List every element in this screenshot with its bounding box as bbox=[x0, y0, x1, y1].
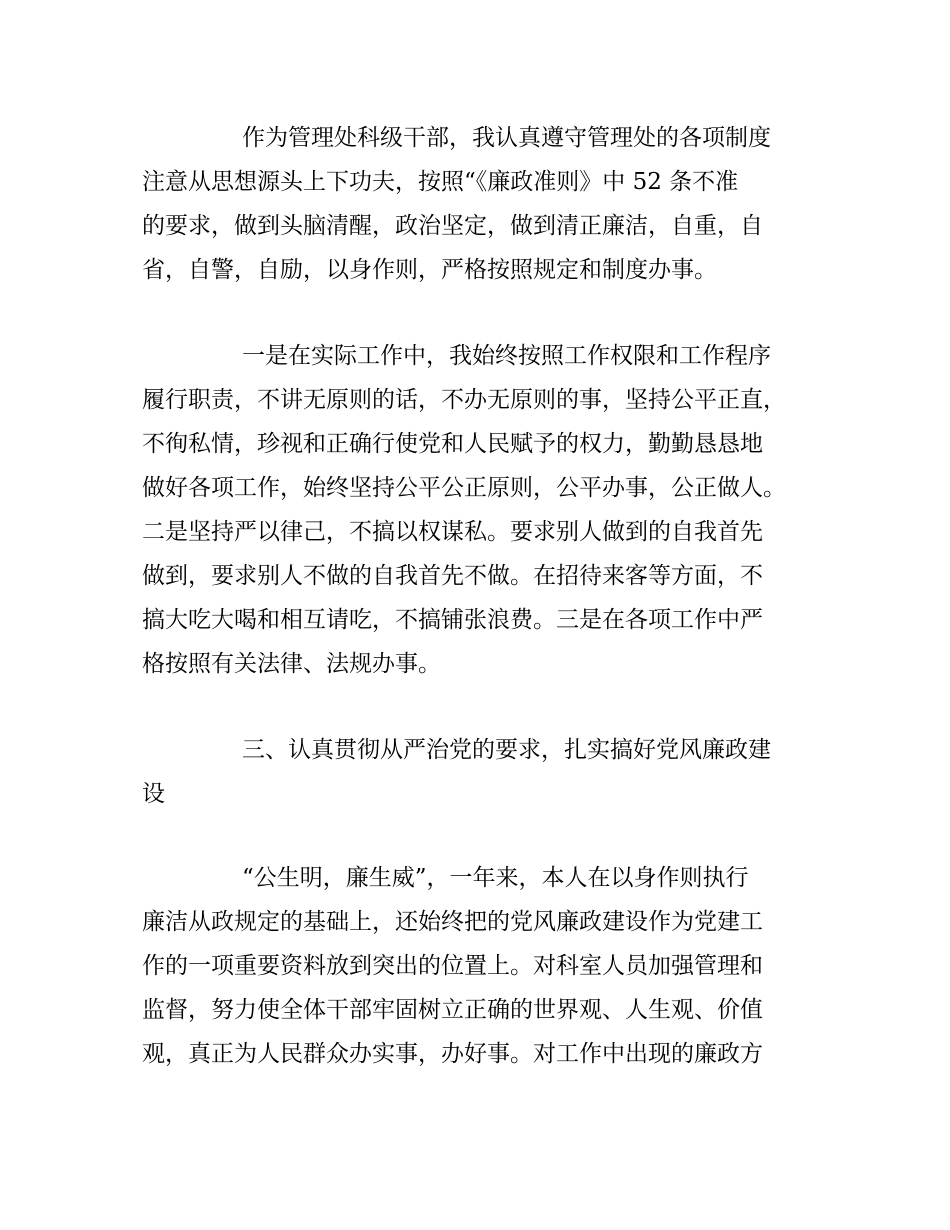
text-line: 注意从思想源头上下功夫，按照“《廉政准则》中 52 条不准 bbox=[142, 169, 739, 195]
text-line: 履行职责，不讲无原则的话，不办无原则的事，坚持公平正直， bbox=[142, 387, 786, 413]
paragraph-1 bbox=[142, 116, 812, 292]
paragraph-4 bbox=[142, 856, 812, 1076]
text-line: 作的一项重要资料放到突出的位置上。对科室人员加强管理和 bbox=[142, 953, 763, 979]
text-line: 省，自警，自励，以身作则，严格按照规定和制度办事。 bbox=[142, 257, 717, 283]
text-line: 观，真正为人民群众办实事，办好事。对工作中出现的廉政方 bbox=[142, 1041, 763, 1067]
paragraph-2 bbox=[142, 334, 812, 686]
text-line: 设 bbox=[142, 781, 165, 807]
text-line: 不徇私情，珍视和正确行使党和人民赋予的权力，勤勤恳恳地 bbox=[142, 431, 763, 457]
text-line: 做到，要求别人不做的自我首先不做。在招待来客等方面，不 bbox=[142, 563, 763, 589]
text-line: 监督，努力使全体干部牢固树立正确的世界观、人生观、价值 bbox=[142, 997, 763, 1023]
text-line: “公生明，廉生威”，一年来，本人在以身作则执行 bbox=[242, 865, 749, 891]
text-line: 三、认真贯彻从严治党的要求，扎实搞好党风廉政建 bbox=[242, 737, 771, 763]
text-line: 作为管理处科级干部，我认真遵守管理处的各项制度 bbox=[242, 125, 771, 151]
text-line: 搞大吃大喝和相互请吃，不搞铺张浪费。三是在各项工作中严 bbox=[142, 607, 763, 633]
section-heading bbox=[142, 728, 812, 816]
text-line: 二是坚持严以律己，不搞以权谋私。要求别人做到的自我首先 bbox=[142, 519, 763, 545]
text-line: 做好各项工作，始终坚持公平公正原则，公平办事，公正做人。 bbox=[142, 475, 786, 501]
text-line: 的要求，做到头脑清醒，政治坚定，做到清正廉洁，自重，自 bbox=[142, 213, 763, 239]
text-line: 格按照有关法律、法规办事。 bbox=[142, 651, 441, 677]
text-line: 廉洁从政规定的基础上，还始终把的党风廉政建设作为党建工 bbox=[142, 909, 763, 935]
text-line: 一是在实际工作中，我始终按照工作权限和工作程序 bbox=[242, 343, 771, 369]
